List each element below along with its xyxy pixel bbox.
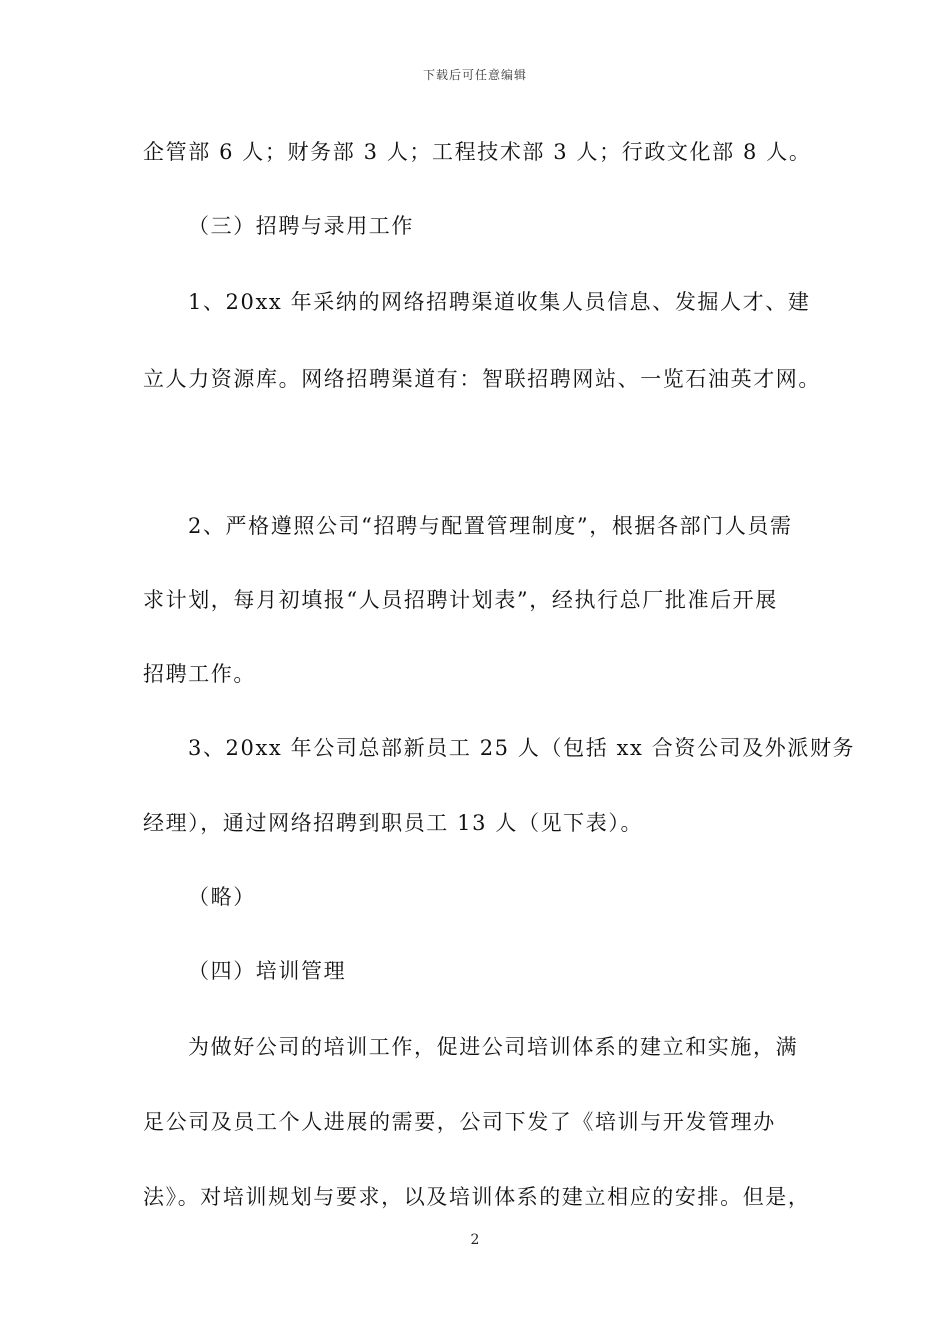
page-header: 下载后可任意编辑 [422,68,527,82]
text-line-training-b: 足公司及员工个人进展的需要，公司下发了《培训与开发管理办 [143,1110,776,1134]
section-heading-training: （四）培训管理 [188,959,347,983]
page-number: 2 [470,1232,480,1248]
text-line-item2-b: 求计划，每月初填报“人员招聘计划表”，经执行总厂批准后开展 [143,588,778,612]
text-line-training-a: 为做好公司的培训工作，促进公司培训体系的建立和实施，满 [188,1035,799,1059]
text-line-item1-b: 立人力资源库。网络招聘渠道有：智联招聘网站、一览石油英才网。 [143,367,821,391]
text-line-omitted: （略） [188,885,256,909]
text-line-item3-b: 经理），通过网络招聘到职员工 13 人（见下表）。 [143,811,644,835]
text-line-training-c: 法》。对培训规划与要求，以及培训体系的建立相应的安排。但是， [143,1185,811,1209]
text-line-item2-a: 2、严格遵照公司“招聘与配置管理制度”，根据各部门人员需 [188,514,793,538]
section-heading-recruitment: （三）招聘与录用工作 [188,214,414,238]
text-line-item2-c: 招聘工作。 [143,662,256,686]
text-line-departments: 企管部 6 人；财务部 3 人；工程技术部 3 人；行政文化部 8 人。 [143,140,812,164]
text-line-item3-a: 3、20xx 年公司总部新员工 25 人（包括 xx 合资公司及外派财务 [188,736,856,760]
text-line-item1-a: 1、20xx 年采纳的网络招聘渠道收集人员信息、发掘人才、建 [188,290,811,314]
